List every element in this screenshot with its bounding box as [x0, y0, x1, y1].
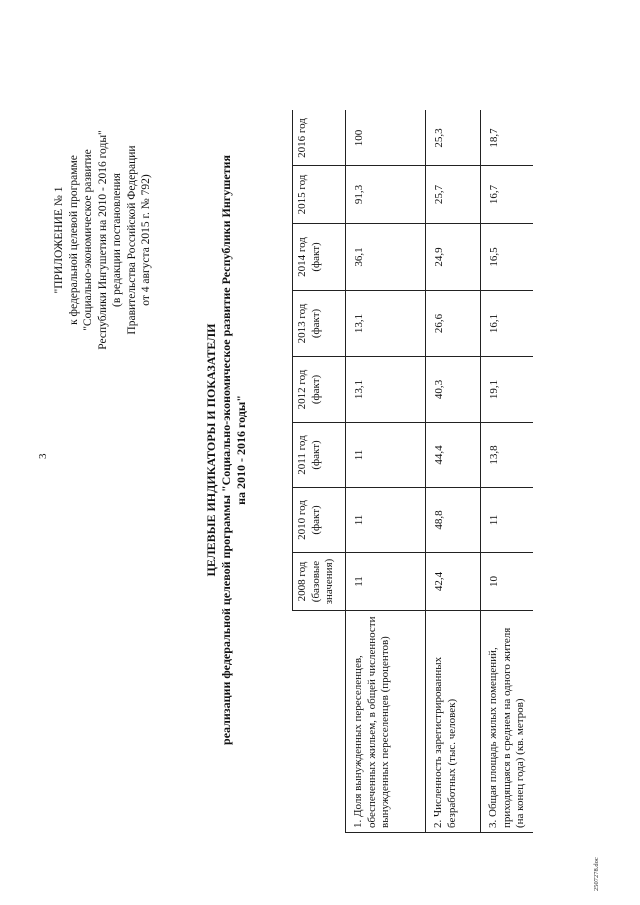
header-cell-2015: 2015 год — [293, 166, 346, 224]
appendix-line: к федеральной целевой программе — [67, 155, 80, 325]
table-cell: 19,1 — [481, 357, 533, 423]
header-cell-2011: 2011 год (факт) — [293, 423, 346, 488]
appendix-line: Республики Ингушетия на 2010 - 2016 годы" — [96, 130, 109, 350]
table-row — [346, 111, 426, 833]
table-cell: 16,7 — [481, 166, 533, 224]
table-cell: 26,6 — [426, 291, 481, 357]
appendix-line: "Социально-экономическое развитие — [82, 149, 94, 331]
table-cell: 36,1 — [346, 224, 426, 291]
table-row — [481, 111, 533, 833]
table-cell: 13,1 — [346, 357, 426, 423]
table-cell: 25,7 — [426, 166, 481, 224]
table-row — [426, 111, 481, 833]
table-cell: 16,1 — [481, 291, 533, 357]
header-cell-2012: 2012 год (факт) — [293, 357, 346, 423]
table-cell: 25,3 — [426, 111, 481, 166]
table-cell: 16,5 — [481, 224, 533, 291]
table-cell: 11 — [346, 488, 426, 553]
indicators-table — [292, 110, 533, 833]
table-cell: 18,7 — [481, 111, 533, 166]
header-cell-2016: 2016 год — [293, 111, 346, 166]
appendix-line: от 4 августа 2015 г. № 792) — [140, 174, 152, 306]
table-cell: 11 — [346, 423, 426, 488]
table-cell: 44,4 — [426, 423, 481, 488]
header-cell-2013: 2013 год (факт) — [293, 291, 346, 357]
row-label: 1. Доля вынужденных переселенцев, обеспеченных жильем, в общей численности вынужденных переселенцев (процентов) — [346, 611, 426, 833]
document-filename: 2507278.doc — [593, 857, 600, 891]
heading-subtitle-line-1: реализации федеральной целевой программы "Социально-экономическое развитие Республики Ингушетия — [219, 155, 233, 745]
table-header-row — [293, 111, 346, 833]
table-cell: 13,8 — [481, 423, 533, 488]
table-cell: 48,8 — [426, 488, 481, 553]
header-cell-2014: 2014 год (факт) — [293, 224, 346, 291]
table-cell: 13,1 — [346, 291, 426, 357]
row-label: 3. Общая площадь жилых помещений, приходящаяся в среднем на одного жителя (на конец года) (кв. метров) — [481, 611, 533, 833]
header-cell-empty — [293, 611, 346, 833]
document-heading — [204, 50, 249, 850]
page-number: 3 — [37, 453, 49, 459]
heading-subtitle-line-2: на 2010 - 2016 годы" — [234, 395, 248, 505]
appendix-line: "ПРИЛОЖЕНИЕ № 1 — [53, 186, 65, 294]
appendix-line: (в редакции постановления — [111, 173, 123, 307]
appendix-line: Правительства Российской Федерации — [125, 145, 138, 335]
table-cell: 40,3 — [426, 357, 481, 423]
row-label: 2. Численность зарегистрированных безработных (тыс. человек) — [426, 611, 481, 833]
header-cell-2010: 2010 год (факт) — [293, 488, 346, 553]
appendix-block — [52, 90, 154, 390]
table-cell: 100 — [346, 111, 426, 166]
table-cell: 24,9 — [426, 224, 481, 291]
table-cell: 42,4 — [426, 553, 481, 611]
heading-title: ЦЕЛЕВЫЕ ИНДИКАТОРЫ И ПОКАЗАТЕЛИ — [204, 323, 218, 577]
header-cell-2008: 2008 год (базовые значения) — [293, 553, 346, 611]
table-cell: 10 — [481, 553, 533, 611]
table-cell: 11 — [481, 488, 533, 553]
table-cell: 11 — [346, 553, 426, 611]
table-cell: 91,3 — [346, 166, 426, 224]
